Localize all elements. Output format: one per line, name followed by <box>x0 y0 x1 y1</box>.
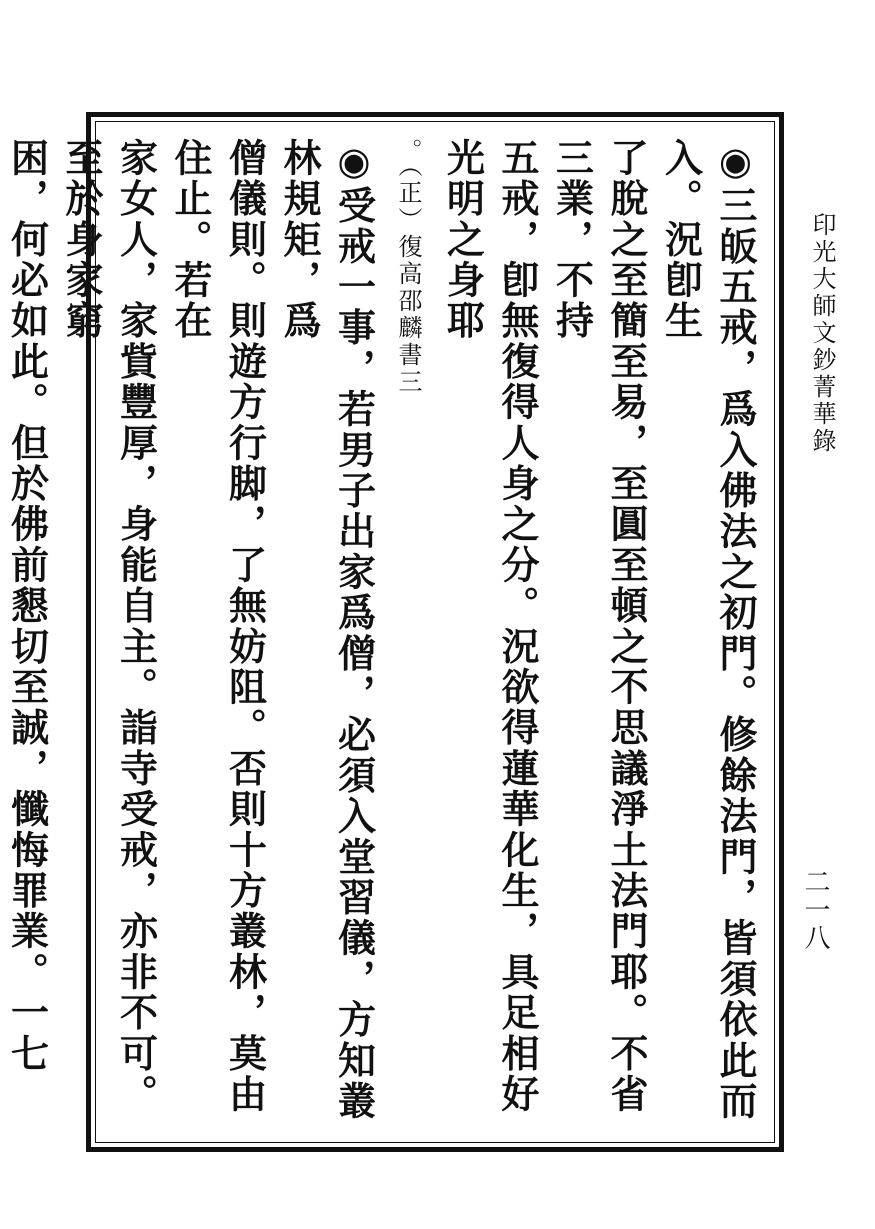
page-number: 二一八 <box>800 868 830 952</box>
text-column-6: 僧儀則。則遊方行脚，了無妨阻。否則十方叢林，莫由住止。若在 <box>168 138 268 1115</box>
text-column-3: 五戒，卽無復得人身之分。況欲得蓮華化生，具足相好光明之身耶 <box>440 138 540 1115</box>
text-column-8: 困，何必如此。但於佛前懇切至誠，懺悔罪業。一七 <box>4 138 50 1075</box>
text-column-1: ◉三皈五戒，爲入佛法之初門。修餘法門，皆須依此而入。況卽生 <box>658 138 758 1122</box>
book-title: 印光大師文鈔菁華錄 <box>808 212 836 455</box>
text-column-7: 家女人，家貲豐厚，身能自主。詣寺受戒，亦非不可。至於身家窮 <box>59 138 159 1115</box>
source-reference: 。（正）復高邵麟書三 <box>394 138 422 396</box>
main-text <box>4 138 762 1122</box>
text-column-2: 了脫之至簡至易，至圓至頓之不思議淨土法門耶。不省三業，不持 <box>549 138 649 1115</box>
text-column-5: ◉受戒一事，若男子出家爲僧，必須入堂習儀，方知叢林規矩，爲 <box>277 138 377 1122</box>
